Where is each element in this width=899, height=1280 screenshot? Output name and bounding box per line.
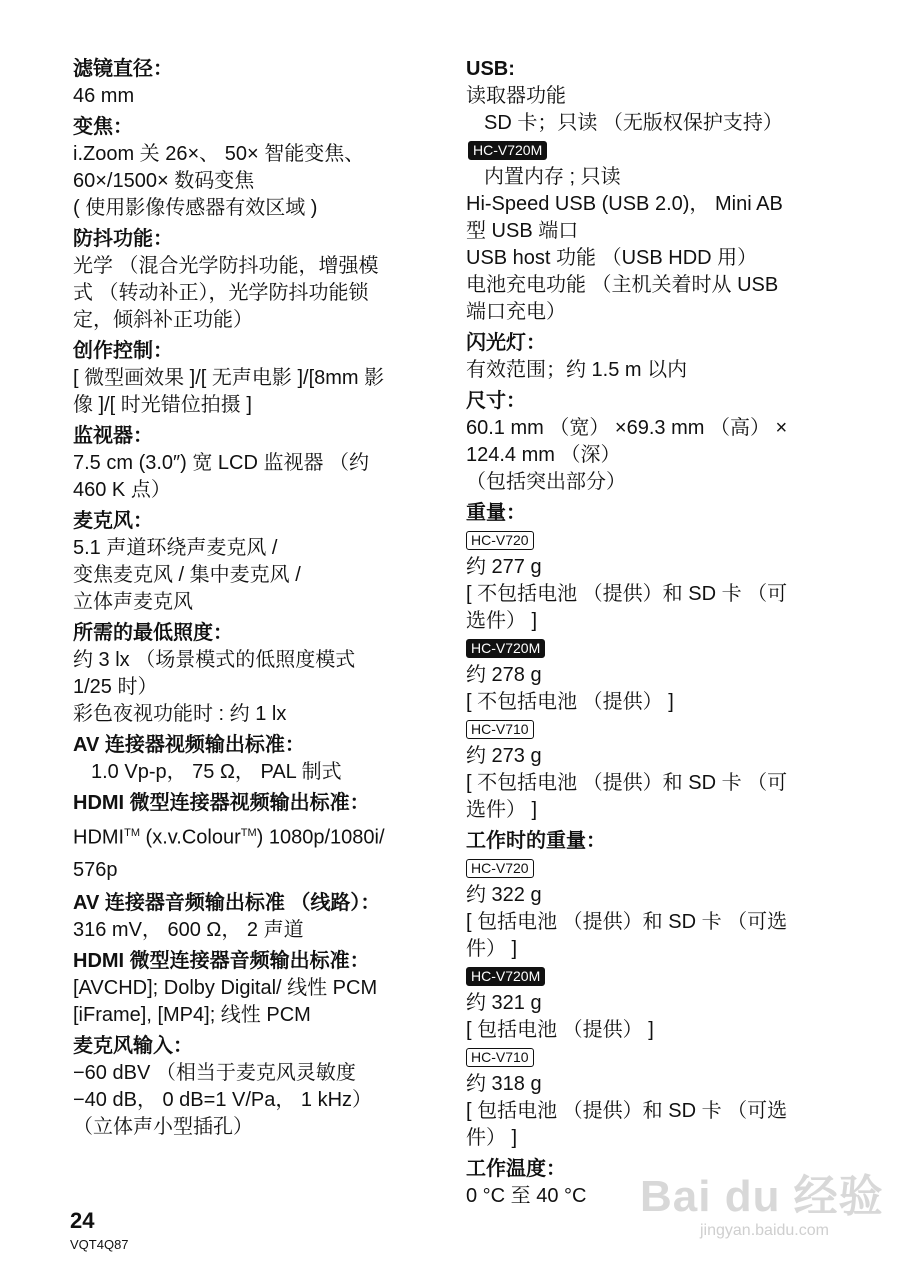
- watermark-url: jingyan.baidu.com: [700, 1222, 829, 1239]
- spec-value: 60×/1500× 数码变焦: [73, 170, 255, 192]
- spec-value: （立体声小型插孔）: [73, 1115, 253, 1138]
- weight-value: 约 273 g: [466, 745, 542, 767]
- spec-flash: [466, 330, 846, 384]
- trademark-mark: TM: [124, 827, 140, 839]
- spec-heading: 创作控制：: [73, 340, 173, 362]
- weight-note: [ 不包括电池 （提供）和 SD 卡 （可: [466, 772, 788, 794]
- spec-operating-weight: [466, 828, 846, 1152]
- spec-value: −60 dBV （相当于麦克风灵敏度: [73, 1061, 356, 1084]
- spec-value: 读取器功能: [466, 85, 566, 107]
- spec-value: 彩色夜视功能时 : 约 1 lx: [73, 703, 287, 725]
- spec-value: 124.4 mm （深）: [466, 444, 621, 466]
- spec-microphone: [73, 508, 433, 616]
- spec-heading: 监视器：: [73, 425, 153, 447]
- weight-note: 选件） ]: [466, 610, 538, 632]
- spec-value: 576p: [73, 858, 118, 881]
- weight-value: 约 277 g: [466, 556, 542, 578]
- spec-stabilizer: [73, 226, 433, 334]
- left-column: [73, 56, 433, 1145]
- right-column: [466, 56, 846, 1214]
- spec-value: 变焦麦克风 / 集中麦克风 /: [73, 564, 301, 586]
- spec-value: 电池充电功能 （主机关着时从 USB: [466, 274, 779, 296]
- spec-zoom: [73, 114, 433, 222]
- weight-note: 件） ]: [466, 938, 518, 960]
- spec-heading: 变焦：: [73, 116, 133, 138]
- weight-note: 选件） ]: [466, 799, 538, 821]
- spec-value: 像 ]/[ 时光错位拍摄 ]: [73, 394, 252, 416]
- spec-value: 46 mm: [73, 85, 135, 107]
- spec-heading: 所需的最低照度：: [73, 622, 233, 644]
- spec-value: 约 3 lx （场景模式的低照度模式: [73, 649, 356, 671]
- spec-value: 7.5 cm (3.0″) 宽 LCD 监视器 （约: [73, 452, 370, 474]
- spec-min-illumination: [73, 620, 433, 728]
- spec-filter-diameter: [73, 56, 433, 110]
- spec-value: [AVCHD]; Dolby Digital/ 线性 PCM: [73, 976, 378, 999]
- spec-value: 5.1 声道环绕声麦克风 /: [73, 537, 278, 559]
- model-badge-row: [466, 527, 846, 554]
- spec-av-video-output: [73, 732, 433, 786]
- spec-creative-control: [73, 338, 433, 419]
- page-number: 24: [70, 1208, 95, 1233]
- spec-value: [73, 817, 433, 854]
- spec-hdmi-video-output: [73, 790, 433, 886]
- model-badge-row: [466, 137, 846, 164]
- spec-heading: 工作温度：: [466, 1158, 566, 1180]
- weight-value: 约 318 g: [466, 1073, 542, 1095]
- spec-value: 1/25 时）: [73, 676, 158, 698]
- model-badge: HC-V720M: [468, 141, 547, 160]
- spec-hdmi-audio-output: [73, 948, 433, 1029]
- spec-heading: 滤镜直径：: [73, 58, 173, 80]
- spec-value: （包括突出部分）: [466, 471, 626, 493]
- spec-heading: AV 连接器音频输出标准 （线路）：: [73, 891, 381, 914]
- spec-value: 460 K 点）: [73, 479, 171, 501]
- spec-av-audio-output: [73, 890, 433, 944]
- spec-heading: 尺寸：: [466, 390, 526, 412]
- spec-heading: 麦克风：: [73, 510, 153, 532]
- spec-heading: 工作时的重量：: [466, 830, 606, 852]
- resolution-text: ) 1080p/1080i/: [256, 826, 385, 849]
- spec-value: 光学 （混合光学防抖功能，增强模: [73, 255, 379, 277]
- spec-heading: HDMI 微型连接器音频输出标准：: [73, 949, 370, 972]
- model-badge: HC-V720: [466, 859, 534, 878]
- spec-value: [iFrame], [MP4]; 线性 PCM: [73, 1003, 311, 1026]
- model-badge-row: [466, 635, 846, 662]
- model-badge-row: [466, 1044, 846, 1071]
- spec-heading: USB:: [466, 58, 515, 80]
- spec-value: Hi-Speed USB (USB 2.0)， Mini AB: [466, 193, 783, 215]
- model-badge-row: [466, 963, 846, 990]
- spec-heading: 重量：: [466, 502, 526, 524]
- model-badge-row: [466, 855, 846, 882]
- spec-value: [ 微型画效果 ]/[ 无声电影 ]/[8mm 影: [73, 367, 385, 389]
- model-badge-row: [466, 716, 846, 743]
- model-badge: HC-V710: [466, 720, 534, 739]
- hdmi-text: HDMI: [73, 826, 125, 849]
- spec-value: −40 dB， 0 dB=1 V/Pa， 1 kHz）: [73, 1088, 373, 1111]
- spec-dimensions: [466, 388, 846, 496]
- spec-monitor: [73, 423, 433, 504]
- spec-value: 内置内存 ; 只读: [484, 166, 621, 188]
- spec-value: 60.1 mm （宽） ×69.3 mm （高） ×: [466, 417, 788, 439]
- weight-note: [ 包括电池 （提供） ]: [466, 1019, 654, 1041]
- document-code: VQT4Q87: [70, 1237, 129, 1252]
- spec-value: i.Zoom 关 26×、 50× 智能变焦、: [73, 143, 365, 165]
- spec-value: 式 （转动补正），光学防抖功能锁: [73, 282, 369, 304]
- weight-note: [ 不包括电池 （提供）和 SD 卡 （可: [466, 583, 788, 605]
- spec-value: 端口充电）: [466, 301, 566, 323]
- spec-value: 定，倾斜补正功能）: [73, 309, 253, 331]
- spec-usb: [466, 56, 846, 326]
- model-badge: HC-V720M: [466, 967, 545, 986]
- spec-value: 316 mV， 600 Ω， 2 声道: [73, 918, 304, 941]
- spec-value: 1.0 Vp-p， 75 Ω， PAL 制式: [91, 761, 342, 783]
- xvcolour-text: (x.v.Colour: [140, 826, 241, 849]
- spec-heading: HDMI 微型连接器视频输出标准：: [73, 792, 370, 814]
- spec-weight: [466, 500, 846, 824]
- weight-note: [ 不包括电池 （提供） ]: [466, 691, 674, 713]
- spec-heading: 闪光灯：: [466, 332, 546, 354]
- baidu-watermark: [640, 1150, 884, 1260]
- weight-note: [ 包括电池 （提供）和 SD 卡 （可选: [466, 1100, 788, 1122]
- model-badge: HC-V710: [466, 1048, 534, 1067]
- spec-value: USB host 功能 （USB HDD 用）: [466, 247, 758, 269]
- model-badge: HC-V720: [466, 531, 534, 550]
- spec-value: ( 使用影像传感器有效区域 ): [73, 197, 318, 219]
- weight-note: 件） ]: [466, 1127, 518, 1149]
- trademark-mark: TM: [240, 827, 257, 839]
- weight-value: 约 322 g: [466, 884, 542, 906]
- spec-mic-input: [73, 1033, 433, 1141]
- spec-value: 立体声麦克风: [73, 591, 193, 613]
- weight-value: 约 321 g: [466, 992, 542, 1014]
- baidu-logo: Bai du 经验: [640, 1172, 884, 1221]
- spec-value: 有效范围；约 1.5 m 以内: [466, 359, 688, 381]
- model-badge: HC-V720M: [466, 639, 545, 658]
- spec-heading: AV 连接器视频输出标准：: [73, 734, 305, 756]
- spec-heading: 麦克风输入：: [73, 1034, 193, 1057]
- spec-value: SD 卡；只读 （无版权保护支持）: [484, 112, 783, 134]
- weight-value: 约 278 g: [466, 664, 542, 686]
- spec-value: 0 °C 至 40 °C: [466, 1185, 587, 1207]
- spec-heading: 防抖功能：: [73, 228, 173, 250]
- weight-note: [ 包括电池 （提供）和 SD 卡 （可选: [466, 911, 788, 933]
- spec-value: 型 USB 端口: [466, 220, 579, 242]
